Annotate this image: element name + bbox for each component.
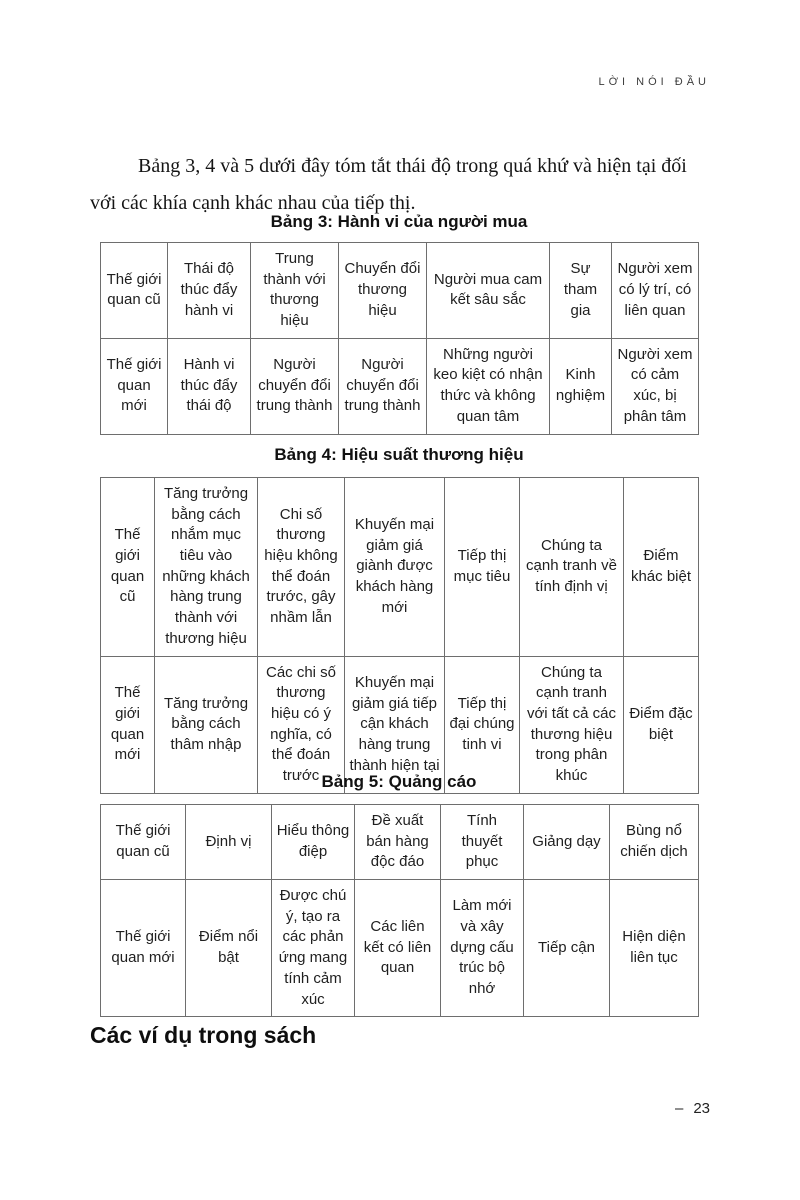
table-cell: Khuyến mại giảm giá tiếp cận khách hàng trung thành hiện tại [345,656,445,793]
table-row [101,338,699,434]
table-cell: Chi số thương hiệu không thể đoán trước, gây nhầm lẫn [258,478,345,657]
table-cell: Làm mới và xây dựng cấu trúc bộ nhớ [441,880,524,1017]
table-cell: Thế giới quan cũ [101,243,168,339]
table-cell: Điểm khác biệt [624,478,699,657]
table-bang-4 [100,477,699,794]
table-cell: Người chuyển đổi trung thành [251,338,339,434]
table-cell: Tăng trưởng bằng cách thâm nhập [155,656,258,793]
table-cell: Bùng nổ chiến dịch [610,805,699,880]
table-cell: Khuyến mại giảm giá giành được khách hàng mới [345,478,445,657]
table-cell: Đề xuất bán hàng độc đáo [355,805,441,880]
table-cell: Tính thuyết phục [441,805,524,880]
table-cell: Các liên kết có liên quan [355,880,441,1017]
table-cell: Thế giới quan mới [101,880,186,1017]
table-cell: Hành vi thúc đẩy thái độ [168,338,251,434]
intro-paragraph: Bảng 3, 4 và 5 dưới đây tóm tắt thái độ trong quá khứ và hiện tại đối với các khía cạnh khác nhau của tiếp thị. [90,155,687,214]
table-cell: Chuyển đổi thương hiệu [339,243,427,339]
table-cell: Định vị [186,805,272,880]
table-row [101,880,699,1017]
table-cell: Người xem có cảm xúc, bị phân tâm [612,338,699,434]
page-number-value: 23 [693,1100,710,1117]
section-heading: Các ví dụ trong sách [90,1022,317,1048]
table-cell: Hiểu thông điệp [272,805,355,880]
table-cell: Tăng trưởng bằng cách nhắm mục tiêu vào những khách hàng trung thành với thương hiệu [155,478,258,657]
table-row [101,243,699,339]
page-number [675,1100,710,1117]
table-bang-5 [100,804,699,1017]
table-cell: Trung thành với thương hiệu [251,243,339,339]
table-cell: Kinh nghiệm [550,338,612,434]
table-cell: Chúng ta cạnh tranh với tất cả các thương hiệu trong phân khúc [520,656,624,793]
table-bang-3 [100,242,699,435]
page-number-dash: – [674,1100,684,1117]
table-cell: Thế giới quan cũ [101,478,155,657]
table-cell: Được chú ý, tạo ra các phản ứng mang tính cảm xúc [272,880,355,1017]
table-cell: Thế giới quan cũ [101,805,186,880]
table-5-title: Bảng 5: Quảng cáo [321,772,477,791]
table-cell: Thái độ thúc đẩy hành vi [168,243,251,339]
table-row [101,805,699,880]
table-cell: Hiện diện liên tục [610,880,699,1017]
table-cell: Điểm nổi bật [186,880,272,1017]
table-3-title: Bảng 3: Hành vi của người mua [270,212,528,231]
table-cell: Điểm đặc biệt [624,656,699,793]
table-cell: Người mua cam kết sâu sắc [427,243,550,339]
table-cell: Người xem có lý trí, có liên quan [612,243,699,339]
running-title: LỜI NÓI ĐẦU [598,76,710,88]
table-cell: Tiếp cận [524,880,610,1017]
table-cell: Chúng ta cạnh tranh về tính định vị [520,478,624,657]
table-cell: Các chi số thương hiệu có ý nghĩa, có thể đoán trước [258,656,345,793]
table-cell: Tiếp thị đại chúng tinh vi [445,656,520,793]
table-row [101,478,699,657]
table-cell: Thế giới quan mới [101,338,168,434]
table-4-title: Bảng 4: Hiệu suất thương hiệu [274,445,524,464]
table-cell: Thế giới quan mới [101,656,155,793]
table-cell: Người chuyển đổi trung thành [339,338,427,434]
table-cell: Những người keo kiệt có nhận thức và không quan tâm [427,338,550,434]
table-cell: Tiếp thị mục tiêu [445,478,520,657]
table-cell: Sự tham gia [550,243,612,339]
table-cell: Giảng dạy [524,805,610,880]
